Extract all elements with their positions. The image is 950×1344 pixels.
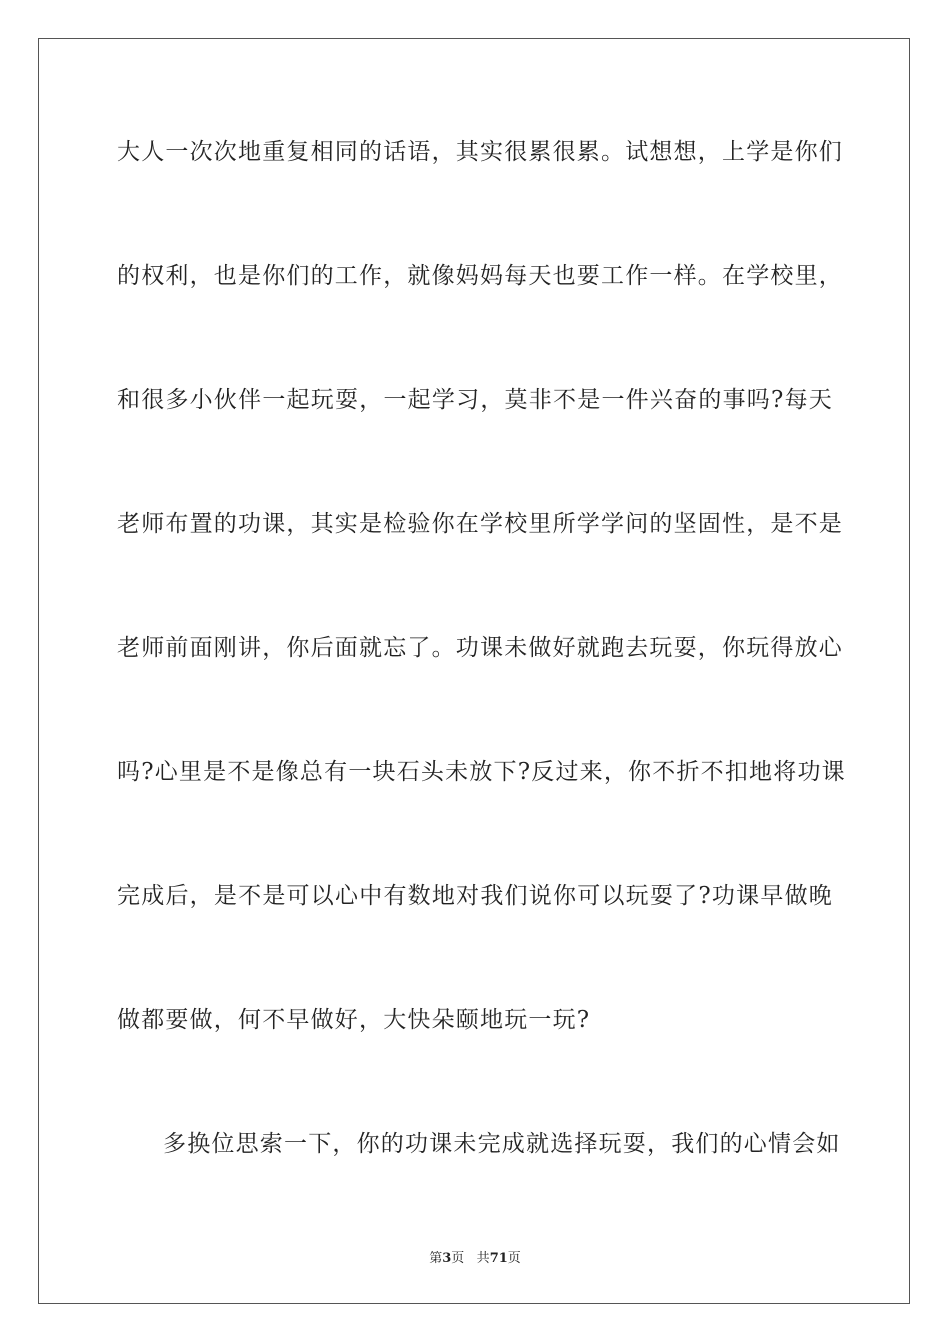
body-line-6: 吗?心里是不是像总有一块石头未放下?反过来，你不折不扣地将功课 (117, 759, 846, 785)
body-line-2: 的权利，也是你们的工作，就像妈妈每天也要工作一样。在学校里， (117, 263, 843, 289)
total-suffix: 页 (507, 1251, 521, 1266)
body-line-1: 大人一次次地重复相同的话语，其实很累很累。试想想，上学是你们 (117, 139, 843, 165)
body-line-5: 老师前面刚讲，你后面就忘了。功课未做好就跑去玩耍，你玩得放心 (117, 635, 843, 661)
page-footer (0, 1247, 950, 1266)
total-pages: 71 (489, 1251, 508, 1266)
page-suffix: 页 (451, 1251, 465, 1266)
page-border (38, 38, 910, 1304)
body-line-3: 和很多小伙伴一起玩耍，一起学习，莫非不是一件兴奋的事吗?每天 (117, 387, 833, 413)
body-line-4: 老师布置的功课，其实是检验你在学校里所学学问的坚固性，是不是 (117, 511, 843, 537)
body-line-7: 完成后，是不是可以心中有数地对我们说你可以玩耍了?功课早做晚 (117, 883, 833, 909)
page-prefix: 第 (429, 1251, 443, 1266)
total-prefix: 共 (476, 1251, 490, 1266)
page-number: 3 (442, 1251, 452, 1266)
body-line-9: 多换位思索一下，你的功课未完成就选择玩耍，我们的心情会如 (163, 1131, 841, 1157)
body-line-8: 做都要做，何不早做好，大快朵颐地玩一玩? (117, 1007, 591, 1033)
